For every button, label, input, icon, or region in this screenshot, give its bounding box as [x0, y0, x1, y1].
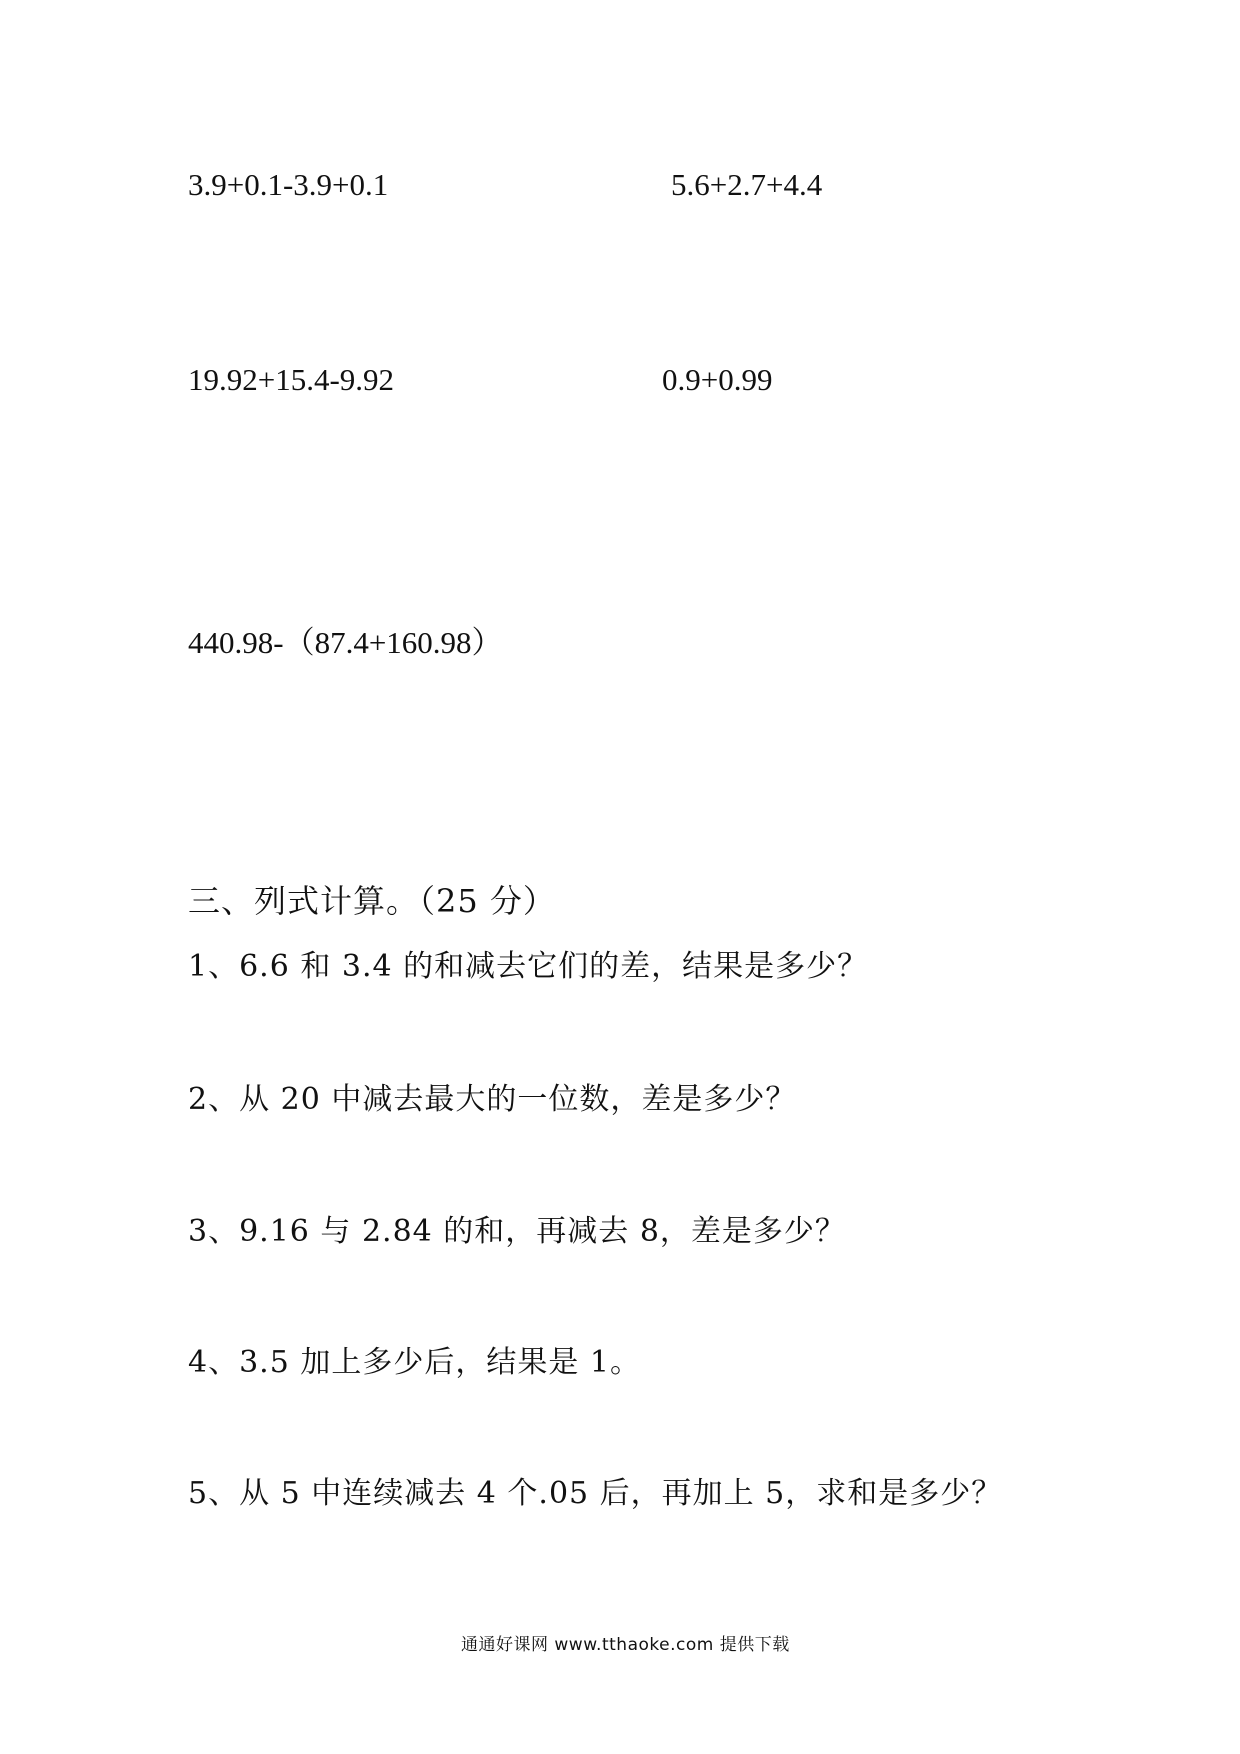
section-3-title: 三、列式计算。（25 分）	[188, 882, 556, 920]
calc-expression-4: 0.9+0.99	[662, 362, 773, 397]
question-1: 1、6.6 和 3.4 的和减去它们的差，结果是多少？	[188, 949, 869, 984]
calc-expression-3: 19.92+15.4-9.92	[188, 362, 395, 397]
footer-source-text: 通通好课网 www.tthaoke.com 提供下载	[461, 1635, 790, 1655]
calc-expression-1: 3.9+0.1-3.9+0.1	[188, 167, 389, 202]
question-5: 5、从 5 中连续减去 4 个.05 后，再加上 5，求和是多少？	[188, 1476, 1003, 1511]
calc-expression-2: 5.6+2.7+4.4	[671, 167, 823, 202]
question-3: 3、9.16 与 2.84 的和，再减去 8，差是多少？	[188, 1214, 846, 1249]
calc-expression-5: 440.98-（87.4+160.98）	[188, 625, 503, 660]
question-4: 4、3.5 加上多少后，结果是 1。	[188, 1345, 641, 1380]
question-2: 2、从 20 中减去最大的一位数，差是多少？	[188, 1082, 797, 1117]
